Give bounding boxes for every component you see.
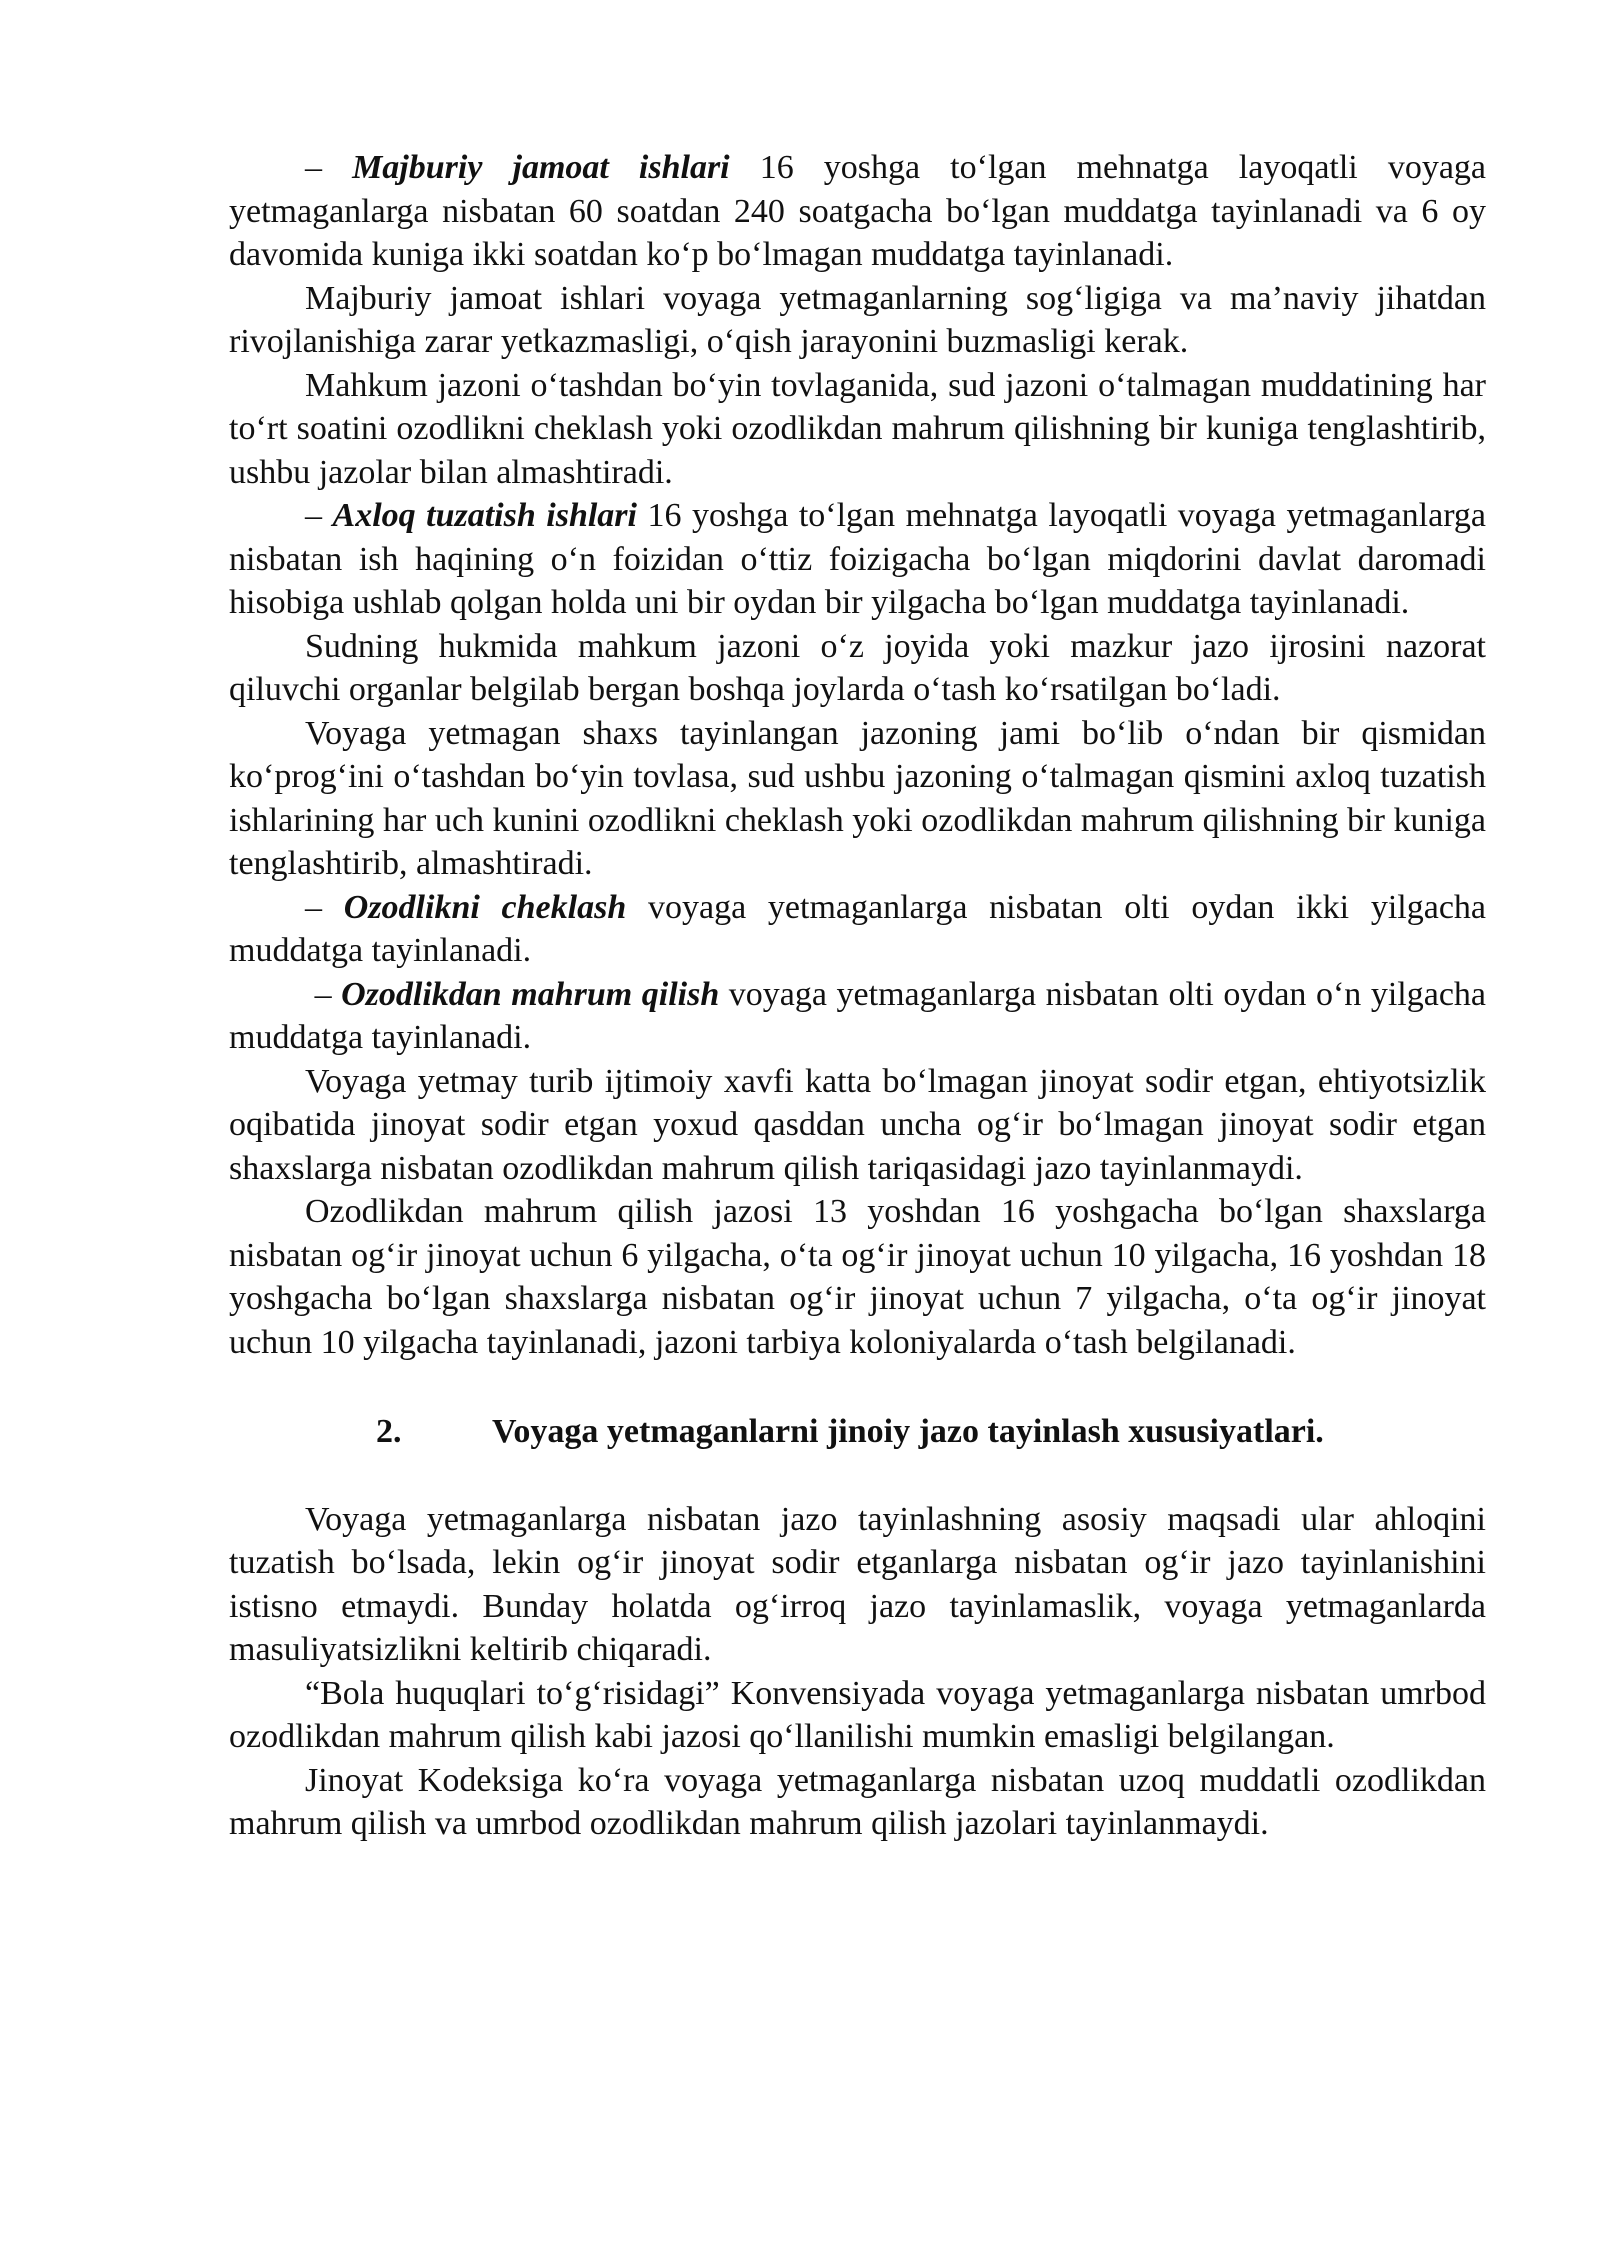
paragraph-text: Ozodlikdan mahrum qilish jazosi 13 yoshdan 16 yoshgacha bo‘lgan shaxslarga nisbatan og‘ir jinoyat uchun 6 yilgacha, o‘ta og‘ir jinoyat uchun 10 yilgacha, 16 yoshdan 18 yoshgacha bo‘lgan shaxslarga nisbatan og‘ir jinoyat uchun 7 yilgacha, o‘ta og‘ir jinoyat uchun 10 yilgacha tayinlanadi, jazoni tarbiya koloniyalarda o‘tash belgilanadi. bbox=[229, 1193, 1486, 1361]
section-number: 2. bbox=[376, 1413, 402, 1450]
paragraph-text: Voyaga yetmaganlarga nisbatan jazo tayinlashning asosiy maqsadi ular ahloqini tuzatish bo‘lsada, lekin og‘ir jinoyat sodir etganlarga nisbatan og‘ir jazo tayinlanishini istisno etmaydi. Bunday holatda og‘irroq jazo tayinlamaslik, voyaga yetmaganlarda masuliyatsizlikni keltirib chiqaradi. bbox=[229, 1500, 1486, 1668]
paragraph-ozodlikdan-mahrum-qilish bbox=[229, 973, 1495, 1060]
list-dash: – bbox=[305, 497, 333, 534]
section-title: Voyaga yetmaganlarni jinoiy jazo tayinlash xususiyatlari. bbox=[492, 1413, 1324, 1450]
term-majburiy-jamoat-ishlari: Majburiy jamoat ishlari bbox=[352, 149, 730, 186]
paragraph-ozodlikdan-mahrum-jazosi bbox=[229, 1190, 1486, 1364]
paragraph-jinoyat-kodeksi bbox=[229, 1759, 1486, 1846]
list-dash: – bbox=[305, 149, 353, 186]
paragraph-asosiy-maqsad bbox=[229, 1498, 1486, 1672]
paragraph-text: “Bola huquqlari to‘g‘risidagi” Konvensiyada voyaga yetmaganlarga nisbatan umrbod ozodlikdan mahrum qilish kabi jazosi qo‘llanilishi mumkin emasligi belgilangan. bbox=[229, 1674, 1486, 1755]
paragraph-text: Voyaga yetmay turib ijtimoiy xavfi katta bo‘lmagan jinoyat sodir etgan, ehtiyotsizlik oqibatida jinoyat sodir etgan yoxud qasddan uncha og‘ir bo‘lmagan jinoyat sodir etgan shaxslarga nisbatan ozodlikdan mahrum qilish tariqasidagi jazo tayinlanmaydi. bbox=[229, 1062, 1486, 1187]
paragraph-text: 16 yoshga to‘lgan mehnatga layoqatli voyaga yetmaganlarga nisbatan 60 soatdan 240 soatgacha bo‘lgan muddatga tayinlanadi va 6 oy davomida kuniga ikki soatdan ko‘p bo‘lmagan muddatga tayinlanadi. bbox=[229, 149, 1487, 273]
paragraph-voyaga-yetmagan-shaxs bbox=[229, 712, 1486, 886]
paragraph-text: 16 yoshga to‘lgan mehnatga layoqatli voyaga yetmaganlarga nisbatan ish haqining o‘n foizidan o‘ttiz foizigacha bo‘lgan miqdorini davlat daromadi hisobiga ushlab qolgan holda uni bir oydan bir yilgacha bo‘lgan muddatga tayinlanadi. bbox=[229, 497, 1486, 621]
term-ozodlikdan-mahrum-qilish: Ozodlikdan mahrum qilish bbox=[341, 975, 720, 1013]
paragraph-text: Voyaga yetmagan shaxs tayinlangan jazoning jami bo‘lib o‘ndan bir qismidan ko‘prog‘ini o‘tashdan bo‘yin tovlasa, sud ushbu jazoning o‘talmagan qismini axloq tuzatish ishlarining har uch kunini ozodlikni cheklash yoki ozodlikdan mahrum qilishning bir kuniga tenglashtirib, almashtiradi. bbox=[229, 714, 1486, 882]
paragraph-voyaga-yetmay-turib bbox=[229, 1060, 1486, 1191]
paragraph-ozodlikni-cheklash bbox=[229, 886, 1486, 973]
section-heading bbox=[229, 1410, 1486, 1454]
paragraph-text: voyaga yetmaganlarga nisbatan olti oydan o‘n yilgacha muddatga tayinlanadi. bbox=[229, 975, 1495, 1056]
paragraph-text: Mahkum jazoni o‘tashdan bo‘yin tovlaganida, sud jazoni o‘talmagan muddatining har to‘rt soatini ozodlikni cheklash yoki ozodlikdan mahrum qilishning bir kuniga tenglashtirib, ushbu jazolar bilan almashtiradi. bbox=[229, 366, 1486, 491]
term-ozodlikni-cheklash: Ozodlikni cheklash bbox=[343, 888, 627, 926]
list-dash: – bbox=[305, 888, 344, 926]
paragraph-majburiy-jamoat-ishlari bbox=[229, 146, 1486, 277]
term-axloq-tuzatish-ishlari: Axloq tuzatish ishlari bbox=[332, 497, 637, 534]
paragraph-text: voyaga yetmaganlarga nisbatan olti oydan ikki yilgacha muddatga tayinlanadi. bbox=[229, 888, 1486, 969]
list-dash: – bbox=[305, 975, 342, 1013]
paragraph-sudning-hukmida bbox=[229, 625, 1486, 712]
paragraph-text: Jinoyat Kodeksiga ko‘ra voyaga yetmaganlarga nisbatan uzoq muddatli ozodlikdan mahrum qilish va umrbod ozodlikdan mahrum qilish jazolari tayinlanmaydi. bbox=[229, 1761, 1486, 1842]
paragraph-axloq-tuzatish-ishlari bbox=[229, 494, 1486, 625]
paragraph-jamoat-ishlari-zarar bbox=[229, 277, 1486, 364]
paragraph-mahkum-jazoni bbox=[229, 364, 1486, 495]
paragraph-konvensiya bbox=[229, 1672, 1486, 1759]
document-page bbox=[229, 146, 1495, 1846]
paragraph-text: Majburiy jamoat ishlari voyaga yetmaganlarning sog‘ligiga va ma’naviy jihatdan rivojlanishiga zarar yetkazmasligi, o‘qish jarayonini buzmasligi kerak. bbox=[229, 279, 1486, 360]
paragraph-text: Sudning hukmida mahkum jazoni o‘z joyida yoki mazkur jazo ijrosini nazorat qiluvchi organlar belgilab bergan boshqa joylarda o‘tash ko‘rsatilgan bo‘ladi. bbox=[229, 627, 1486, 708]
